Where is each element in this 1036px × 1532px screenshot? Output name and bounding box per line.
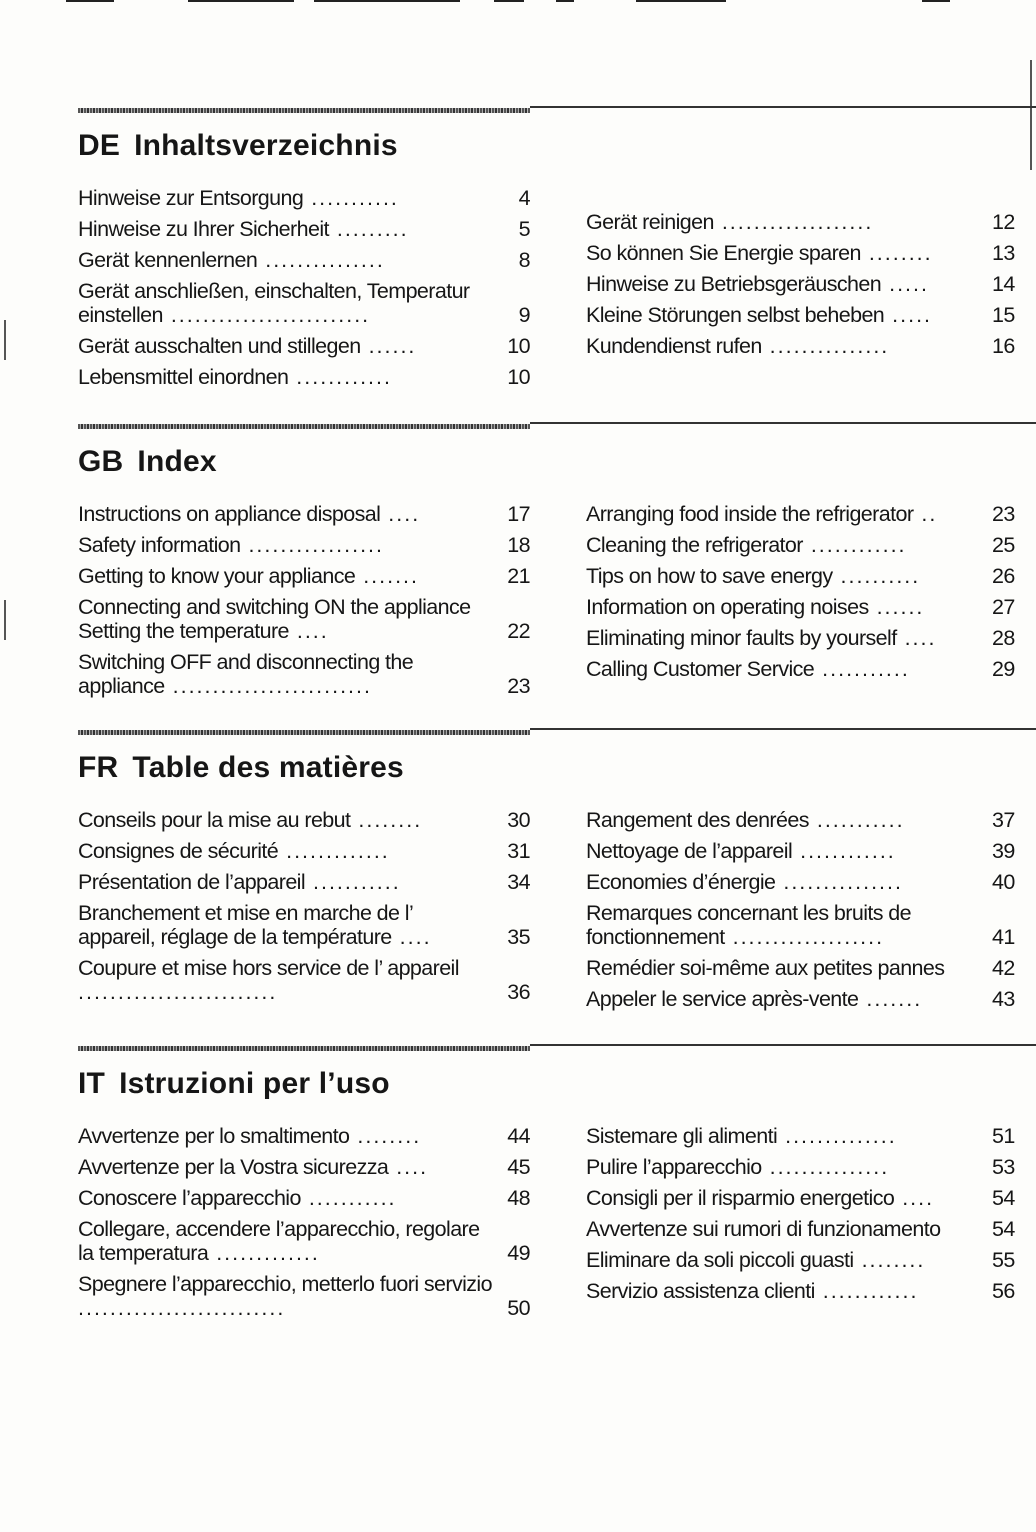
edge-mark: [4, 600, 6, 640]
section-it: [78, 1044, 1036, 1344]
toc-entry[interactable]: Safety information ................. 18: [78, 533, 530, 557]
toc-entry[interactable]: Arranging food inside the refrigerator .. 23: [586, 502, 1015, 526]
section-title: GB Index: [78, 445, 217, 478]
toc-entry[interactable]: Lebensmittel einordnen ............ 10: [78, 365, 530, 389]
top-rule: [494, 0, 524, 2]
toc-entry[interactable]: Consigli per il risparmio energetico .... 54: [586, 1186, 1015, 1210]
toc-entry[interactable]: Rangement des denrées ........... 37: [586, 808, 1015, 832]
section-title: DE Inhaltsverzeichnis: [78, 129, 398, 162]
top-rule: [922, 0, 950, 2]
toc-entry[interactable]: Avvertenze sui rumori di funzionamento 54: [586, 1217, 1015, 1241]
toc-entry[interactable]: Getting to know your appliance ....... 21: [78, 564, 530, 588]
toc-entry[interactable]: Switching OFF and disconnecting the appliance ......................... 23: [78, 650, 530, 698]
toc-entry[interactable]: Consignes de sécurité ............. 31: [78, 839, 530, 863]
toc-entry[interactable]: Kundendienst rufen ............... 16: [586, 334, 1015, 358]
toc-entry[interactable]: Cleaning the refrigerator ............ 25: [586, 533, 1015, 557]
top-rule: [556, 0, 574, 2]
toc-entry[interactable]: Conseils pour la mise au rebut ........ 30: [78, 808, 530, 832]
toc-entry[interactable]: Avvertenze per la Vostra sicurezza .... 45: [78, 1155, 530, 1179]
toc-entry[interactable]: Information on operating noises ...... 27: [586, 595, 1015, 619]
section-divider: [78, 106, 1036, 114]
section-divider: [78, 1044, 1036, 1052]
toc-entry[interactable]: Eliminare da soli piccoli guasti ........ 55: [586, 1248, 1015, 1272]
toc-entry[interactable]: Remédier soi-même aux petites pannes 42: [586, 956, 1015, 980]
top-rule: [66, 0, 114, 2]
top-rule: [636, 0, 726, 2]
toc-entry[interactable]: Conoscere l’apparecchio ........... 48: [78, 1186, 530, 1210]
top-rule: [314, 0, 460, 2]
toc-entry[interactable]: Servizio assistenza clienti ............ 56: [586, 1279, 1015, 1303]
toc-entry[interactable]: Gerät anschließen, einschalten, Temperatur einstellen ......................... 9: [78, 279, 530, 327]
toc-entry[interactable]: Hinweise zu Ihrer Sicherheit ......... 5: [78, 217, 530, 241]
toc-entry[interactable]: Nettoyage de l’appareil ............ 39: [586, 839, 1015, 863]
toc-entry[interactable]: Spegnere l’apparecchio, metterlo fuori servizio .......................... 50: [78, 1272, 530, 1320]
section-de: [78, 106, 1036, 406]
toc-entry[interactable]: Kleine Störungen selbst beheben ..... 15: [586, 303, 1015, 327]
toc-entry[interactable]: Branchement et mise en marche de l’ appareil, réglage de la température .... 35: [78, 901, 530, 949]
section-divider: [78, 422, 1036, 430]
toc-entry[interactable]: Collegare, accendere l’apparecchio, regolare la temperatura ............. 49: [78, 1217, 530, 1265]
toc-entry[interactable]: Tips on how to save energy .......... 26: [586, 564, 1015, 588]
toc-entry[interactable]: Coupure et mise hors service de l’ appareil ......................... 36: [78, 956, 530, 1004]
toc-entry[interactable]: Remarques concernant les bruits de fonctionnement ................... 41: [586, 901, 1015, 949]
toc-entry[interactable]: Appeler le service après-vente ....... 43: [586, 987, 1015, 1011]
edge-mark: [4, 320, 6, 360]
toc-entry[interactable]: Présentation de l’appareil ........... 34: [78, 870, 530, 894]
toc-entry[interactable]: Economies d’énergie ............... 40: [586, 870, 1015, 894]
toc-entry[interactable]: Gerät reinigen ................... 12: [586, 210, 1015, 234]
section-title: IT Istruzioni per l’uso: [78, 1067, 390, 1100]
toc-entry[interactable]: Calling Customer Service ........... 29: [586, 657, 1015, 681]
section-divider: [78, 728, 1036, 736]
toc-entry[interactable]: Connecting and switching ON the appliance Setting the temperature .... 22: [78, 595, 530, 643]
toc-entry[interactable]: Avvertenze per lo smaltimento ........ 44: [78, 1124, 530, 1148]
toc-entry[interactable]: Sistemare gli alimenti .............. 51: [586, 1124, 1015, 1148]
section-gb: [78, 422, 1036, 722]
toc-entry[interactable]: So können Sie Energie sparen ........ 13: [586, 241, 1015, 265]
section-title: FR Table des matières: [78, 751, 404, 784]
top-rule: [188, 0, 294, 2]
toc-entry[interactable]: Pulire l’apparecchio ............... 53: [586, 1155, 1015, 1179]
toc-entry[interactable]: Hinweise zu Betriebsgeräuschen ..... 14: [586, 272, 1015, 296]
toc-entry[interactable]: Gerät ausschalten und stillegen ...... 10: [78, 334, 530, 358]
toc-entry[interactable]: Eliminating minor faults by yourself .... 28: [586, 626, 1015, 650]
toc-entry[interactable]: Instructions on appliance disposal .... 17: [78, 502, 530, 526]
toc-entry[interactable]: Gerät kennenlernen ............... 8: [78, 248, 530, 272]
toc-entry[interactable]: Hinweise zur Entsorgung ........... 4: [78, 186, 530, 210]
section-fr: [78, 728, 1036, 1028]
